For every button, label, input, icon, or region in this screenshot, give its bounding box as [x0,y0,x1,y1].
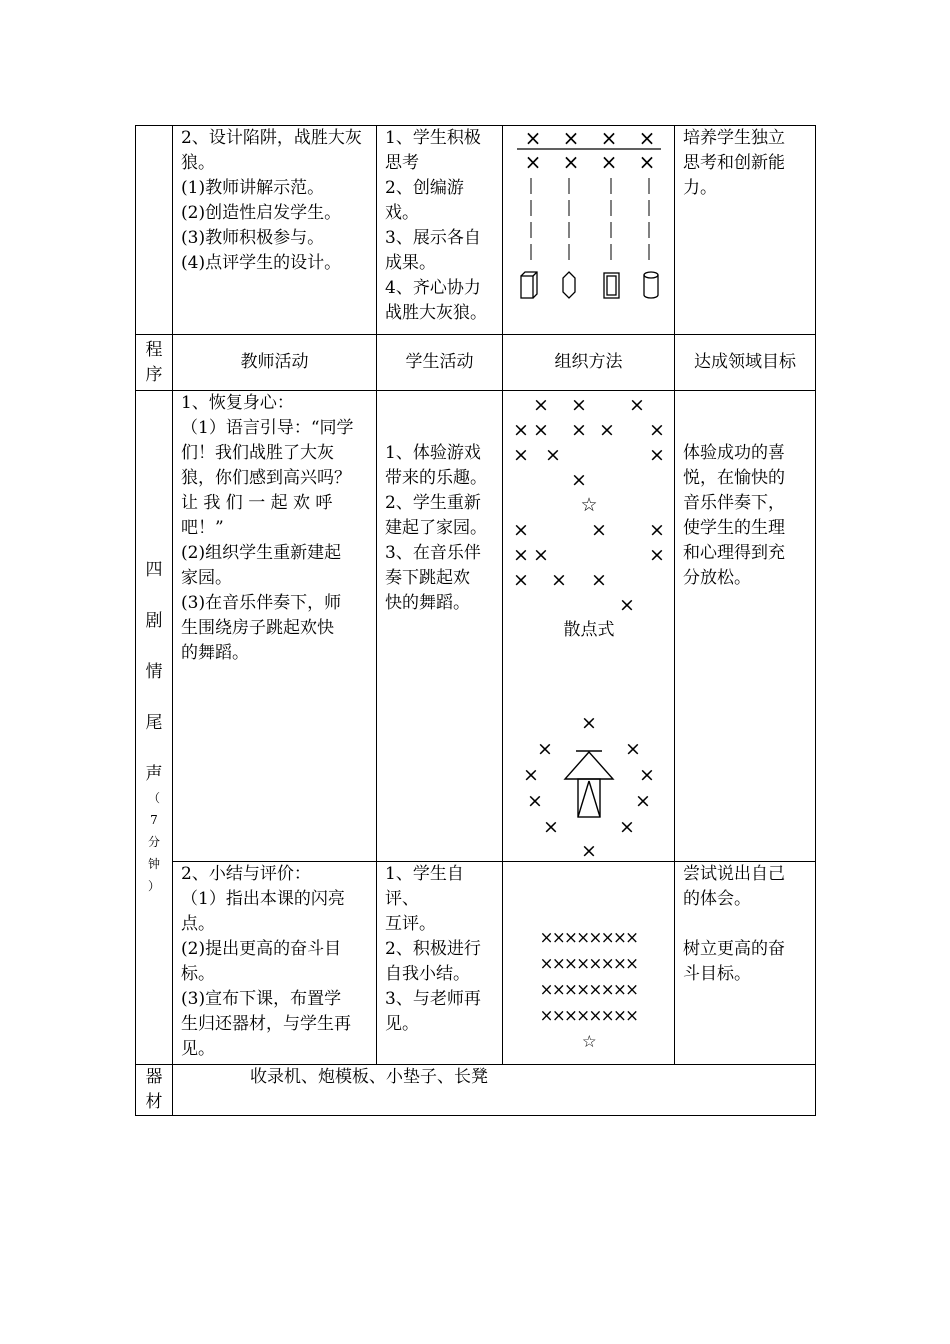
text-line: 的舞蹈。 [181,643,249,663]
text-line: 音乐伴奏下， [683,493,785,513]
stage-duration-char: 分 [147,835,160,849]
text-line: 们！我们战胜了大灰 [181,443,334,463]
text-line: (3)宣布下课，布置学 [181,989,342,1009]
stage-char: 情 [145,662,163,682]
text-line: 互评。 [385,914,436,934]
student-cross: × [513,519,529,541]
student-cross: × [571,419,587,441]
student-cross: × [543,816,559,838]
header-stage-char: 程 [145,339,163,360]
student-cross: × [513,444,529,466]
formation-row: ×××××××× [539,954,638,973]
student-cross: × [599,419,615,441]
text-line: 3、展示各自 [385,228,481,248]
text-line: 4、齐心协力 [385,278,481,298]
teacher-activity-text [173,391,376,666]
text-line: (4)点评学生的设计。 [181,253,342,273]
text-line: 见。 [181,1039,215,1059]
text-line: 使学生的生理 [683,518,785,538]
stage-char: 尾 [145,713,163,733]
text-line: 的体会。 [683,889,751,909]
student-cross: × [638,150,656,174]
student-cross: × [581,712,597,734]
text-line: 培养学生独立 [683,128,785,148]
trap-diagram [503,126,675,316]
text-line: (2)提出更高的奋斗目 [181,939,342,959]
text-line: 成果。 [385,253,436,273]
header-student: 学生活动 [377,335,503,391]
text-line: 让 我 们 一 起 欢 呼 [181,493,333,513]
header-row [136,335,816,391]
formation-label: 散点式 [563,620,615,640]
text-line: 狼。 [181,153,215,173]
student-cross: × [527,790,543,812]
student-cross: × [591,569,607,591]
stage-cell-empty [136,126,173,335]
text-line: 1、体验游戏 [385,443,481,463]
text-line: 吧！” [181,518,224,538]
student-cross: × [533,394,549,416]
student-cross: × [524,126,542,150]
formation-row: ×××××××× [539,1006,638,1025]
student-cross: × [562,150,580,174]
student-cross: × [600,126,618,150]
formation-row: ×××××××× [539,980,638,999]
text-line: 标。 [181,964,215,984]
stage-vertical-label [136,558,172,897]
house-icon [565,751,613,817]
student-cross: × [537,738,553,760]
student-activity-cell [377,126,503,335]
text-line: (3)在音乐伴奏下，师 [181,593,342,613]
teacher-activity-cell [173,862,377,1065]
header-teacher: 教师活动 [173,335,377,391]
text-line: 3、在音乐伴 [385,543,481,563]
text-line: 斗目标。 [683,964,751,984]
formation-row: ×××××××× [539,928,638,947]
goal-text [675,391,815,591]
lesson-table [135,125,816,1116]
equipment-cell [173,1065,816,1116]
stage-char: 四 [145,560,163,580]
student-cross: × [533,419,549,441]
stage-duration-char: 7 [150,813,158,827]
text-line: 力。 [683,178,717,198]
line-formation [503,862,674,1055]
header-method: 组织方法 [503,335,675,391]
header-stage-char: 序 [145,364,163,385]
goal-text [675,126,815,201]
lane-lines [531,178,649,262]
student-cross: × [649,419,665,441]
student-cross: × [591,519,607,541]
student-cross: × [523,764,539,786]
student-cross: × [571,469,587,491]
stage-duration-char: 钟 [147,857,160,871]
equipment-text: 收录机、炮模板、小垫子、长凳 [250,1067,488,1087]
student-activity-text [377,862,502,1037]
text-line: 2、创编游戏。 [385,178,464,223]
equipment-label [136,1065,173,1116]
student-cross: × [649,519,665,541]
header-goal: 达成领域目标 [675,335,816,391]
text-line: 1、学生自评、 [385,864,464,909]
student-cross: × [600,150,618,174]
teacher-star-icon: ☆ [580,494,598,516]
student-cross: × [571,394,587,416]
text-line [683,912,809,937]
text-line: 2、小结与评价： [181,864,311,884]
student-cross: × [513,569,529,591]
teacher-activity-cell [173,126,377,335]
equipment-row [136,1065,816,1116]
row-trap-design [136,126,816,335]
text-line: 2、积极进行 [385,939,481,959]
student-activity-text [377,391,502,616]
teacher-activity-cell [173,391,377,862]
text-line: 家园。 [181,568,232,588]
goal-text [675,862,815,987]
text-line: 生归还器材，与学生再 [181,1014,351,1034]
goal-cell [675,862,816,1065]
line-formation-cell [503,862,675,1065]
text-line: 1、恢复身心： [181,393,294,413]
teacher-activity-text [173,126,376,276]
text-line: 点。 [181,914,215,934]
text-line: 战胜大灰狼。 [385,303,487,323]
text-line: 自我小结。 [385,964,470,984]
student-cross: × [639,764,655,786]
row-summary [136,862,816,1065]
stage-duration-char: （ [147,791,160,805]
text-line: 思考和创新能 [683,153,785,173]
goal-cell [675,126,816,335]
student-cross: × [581,840,597,861]
text-line: 和心理得到充 [683,543,785,563]
formation-row: ☆ [581,1032,596,1051]
text-line: 体验成功的喜 [683,443,785,463]
stage-cell-ending [136,391,173,1065]
text-line: (3)教师积极参与。 [181,228,325,248]
student-cross: × [533,544,549,566]
stage-char: 剧 [145,611,163,631]
text-line: 3、与老师再 [385,989,481,1009]
student-cross: × [638,126,656,150]
text-line: 奏下跳起欢 [385,568,470,588]
student-cross: × [629,394,645,416]
text-line: 带来的乐趣。 [385,468,487,488]
text-line: 生围绕房子跳起欢快 [181,618,334,638]
student-activity-cell [377,391,503,862]
row-recovery [136,391,816,862]
student-cross: × [649,544,665,566]
teacher-activity-text [173,862,376,1062]
text-line: （1）指出本课的闪亮 [181,889,345,909]
student-cross: × [649,444,665,466]
student-cross: × [545,444,561,466]
text-line: 见。 [385,1014,419,1034]
stage-duration-char: ） [147,879,160,893]
text-line: 建起了家园。 [385,518,487,538]
stage-char: 声 [145,764,163,784]
scatter-diagram-cell [503,391,675,862]
student-cross: × [625,738,641,760]
trap-diagram-cell [503,126,675,335]
student-cross: × [635,790,651,812]
text-line: (2)组织学生重新建起 [181,543,342,563]
student-cross: × [562,126,580,150]
text-line: （1）语言引导：“同学 [181,418,354,438]
student-activity-text [377,126,502,326]
text-line: 1、学生积极 [385,128,481,148]
goal-cell [675,391,816,862]
text-line: 2、学生重新 [385,493,481,513]
student-cross: × [513,419,529,441]
text-line: 树立更高的奋 [683,939,785,959]
student-cross: × [551,569,567,591]
text-line: (2)创造性启发学生。 [181,203,342,223]
scatter-formation-diagram [503,391,675,861]
equipment-label-char: 材 [145,1092,163,1112]
student-cross: × [524,150,542,174]
text-line: 悦，在愉快的 [683,468,785,488]
equipment-label-char: 器 [145,1067,163,1087]
student-activity-cell [377,862,503,1065]
text-line: 思考 [385,153,419,173]
text-line: 2、设计陷阱，战胜大灰 [181,128,362,148]
text-line: 尝试说出自己 [683,864,785,884]
text-line: 分放松。 [683,568,751,588]
student-cross: × [619,594,635,616]
text-line: (1)教师讲解示范。 [181,178,325,198]
header-stage [136,335,173,391]
obstacle-icons [521,272,658,298]
text-line: 快的舞蹈。 [385,593,470,613]
student-cross: × [513,544,529,566]
text-line: 狼，你们感到高兴吗？ [181,468,351,488]
student-cross: × [619,816,635,838]
